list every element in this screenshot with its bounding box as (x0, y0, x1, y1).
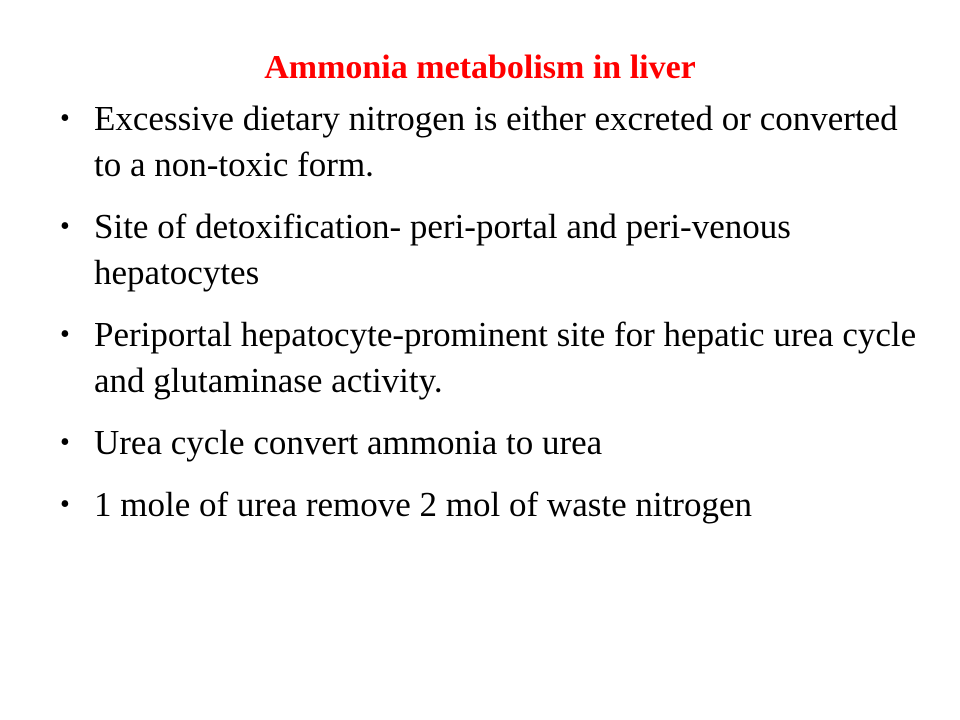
bullet-dot-icon: • (60, 489, 70, 520)
bullet-item (48, 96, 928, 188)
bullet-text: Site of detoxification- peri-portal and peri-venous hepatocytes (94, 207, 791, 292)
bullet-text: 1 mole of urea remove 2 mol of waste nitrogen (94, 485, 752, 524)
bullet-text: Periportal hepatocyte-prominent site for hepatic urea cycle and glutaminase activity. (94, 315, 917, 400)
bullet-item (48, 312, 928, 404)
bullet-item (48, 482, 928, 528)
bullet-list (48, 96, 928, 544)
bullet-item (48, 204, 928, 296)
bullet-text: Urea cycle convert ammonia to urea (94, 423, 603, 462)
bullet-dot-icon: • (60, 211, 70, 242)
bullet-dot-icon: • (60, 103, 70, 134)
bullet-dot-icon: • (60, 319, 70, 350)
slide-title: Ammonia metabolism in liver (264, 49, 696, 86)
bullet-text: Excessive dietary nitrogen is either excreted or converted to a non-toxic form. (94, 99, 898, 184)
bullet-dot-icon: • (60, 427, 70, 458)
bullet-item (48, 420, 928, 466)
